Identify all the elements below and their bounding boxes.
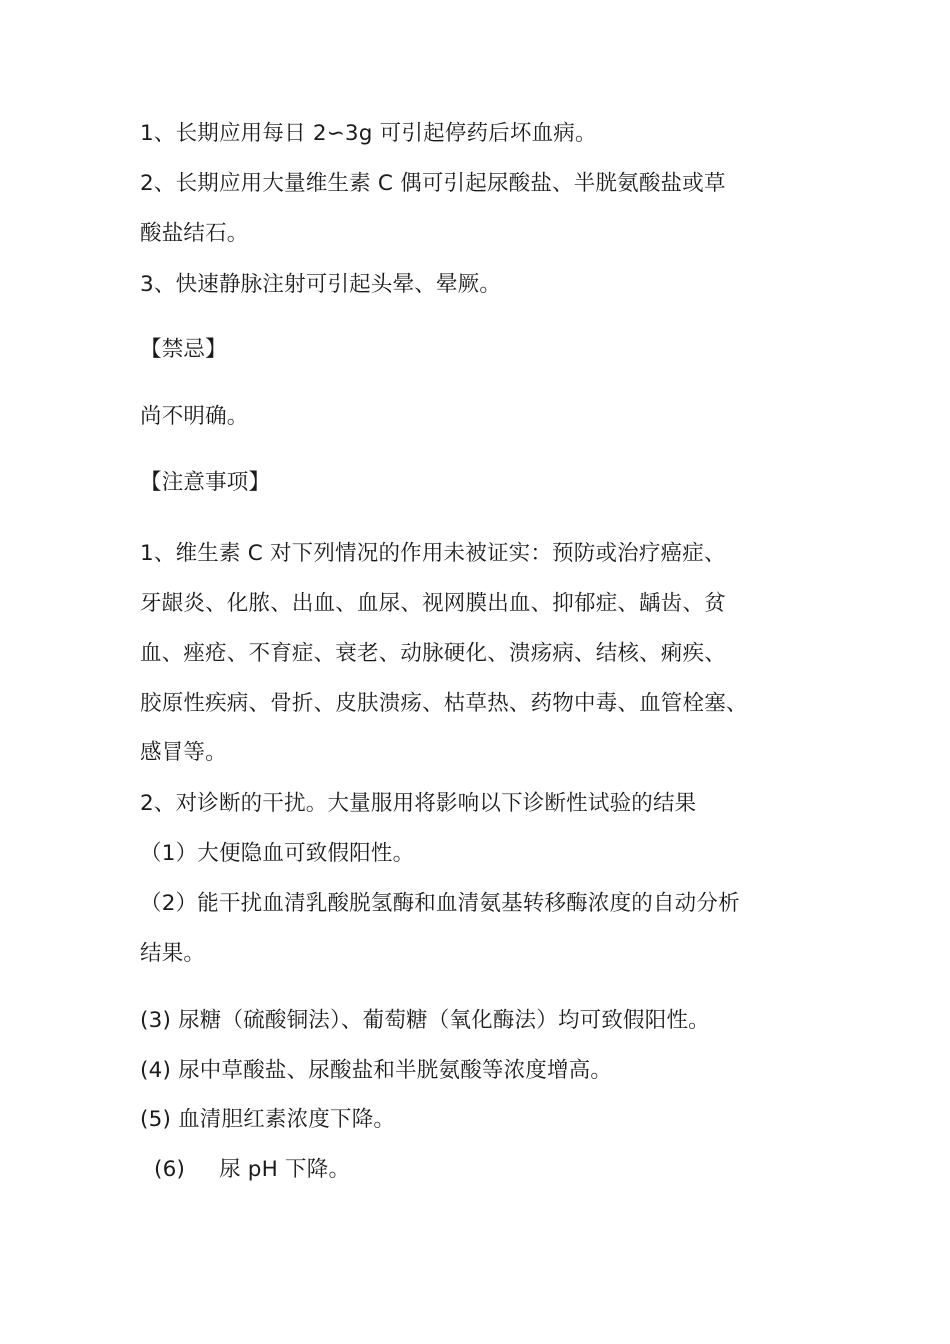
precaution-2-sub-4: (4) 尿中草酸盐、尿酸盐和半胱氨酸等浓度增高。 (140, 1058, 613, 1083)
contraindications-heading: 【禁忌】 (140, 337, 227, 362)
precaution-1-line-2: 牙龈炎、化脓、出血、血尿、视网膜出血、抑郁症、龋齿、贫 (140, 591, 726, 616)
adverse-reaction-3: 3、快速静脉注射可引起头晕、晕厥。 (140, 272, 502, 297)
precaution-2-sub-6 (154, 1156, 350, 1184)
precaution-2-sub-2-line-1: （2）能干扰血清乳酸脱氢酶和血清氨基转移酶浓度的自动分析 (140, 891, 740, 916)
adverse-reaction-2: 2、长期应用大量维生素 C 偶可引起尿酸盐、半胱氨酸盐或草 (140, 171, 726, 196)
adverse-reaction-2-continued: 酸盐结石。 (140, 221, 249, 246)
adverse-reaction-1: 1、长期应用每日 2∽3g 可引起停药后坏血病。 (140, 121, 597, 146)
precaution-1-line-1: 1、维生素 C 对下列情况的作用未被证实：预防或治疗癌症、 (140, 541, 726, 566)
precaution-2-sub-5: (5) 血清胆红素浓度下降。 (140, 1107, 396, 1132)
precaution-2-sub-2-line-2: 结果。 (140, 941, 206, 966)
precaution-1-line-3: 血、痤疮、不育症、衰老、动脉硬化、溃疡病、结核、痢疾、 (140, 641, 726, 666)
sub-6-number: (6) (154, 1157, 186, 1182)
precaution-2-sub-3: (3) 尿糖（硫酸铜法）、葡萄糖（氧化酶法）均可致假阳性。 (140, 1008, 710, 1033)
precaution-1-line-5: 感冒等。 (140, 740, 227, 765)
contraindications-text: 尚不明确。 (140, 404, 249, 429)
precaution-2-intro: 2、对诊断的干扰。大量服用将影响以下诊断性试验的结果 (140, 791, 697, 816)
precaution-1-line-4: 胶原性疾病、骨折、皮肤溃疡、枯草热、药物中毒、血管栓塞、 (140, 691, 748, 716)
precaution-2-sub-1: （1）大便隐血可致假阳性。 (140, 841, 415, 866)
sub-6-text: 尿 pH 下降。 (219, 1157, 351, 1182)
precautions-heading: 【注意事项】 (140, 470, 271, 495)
